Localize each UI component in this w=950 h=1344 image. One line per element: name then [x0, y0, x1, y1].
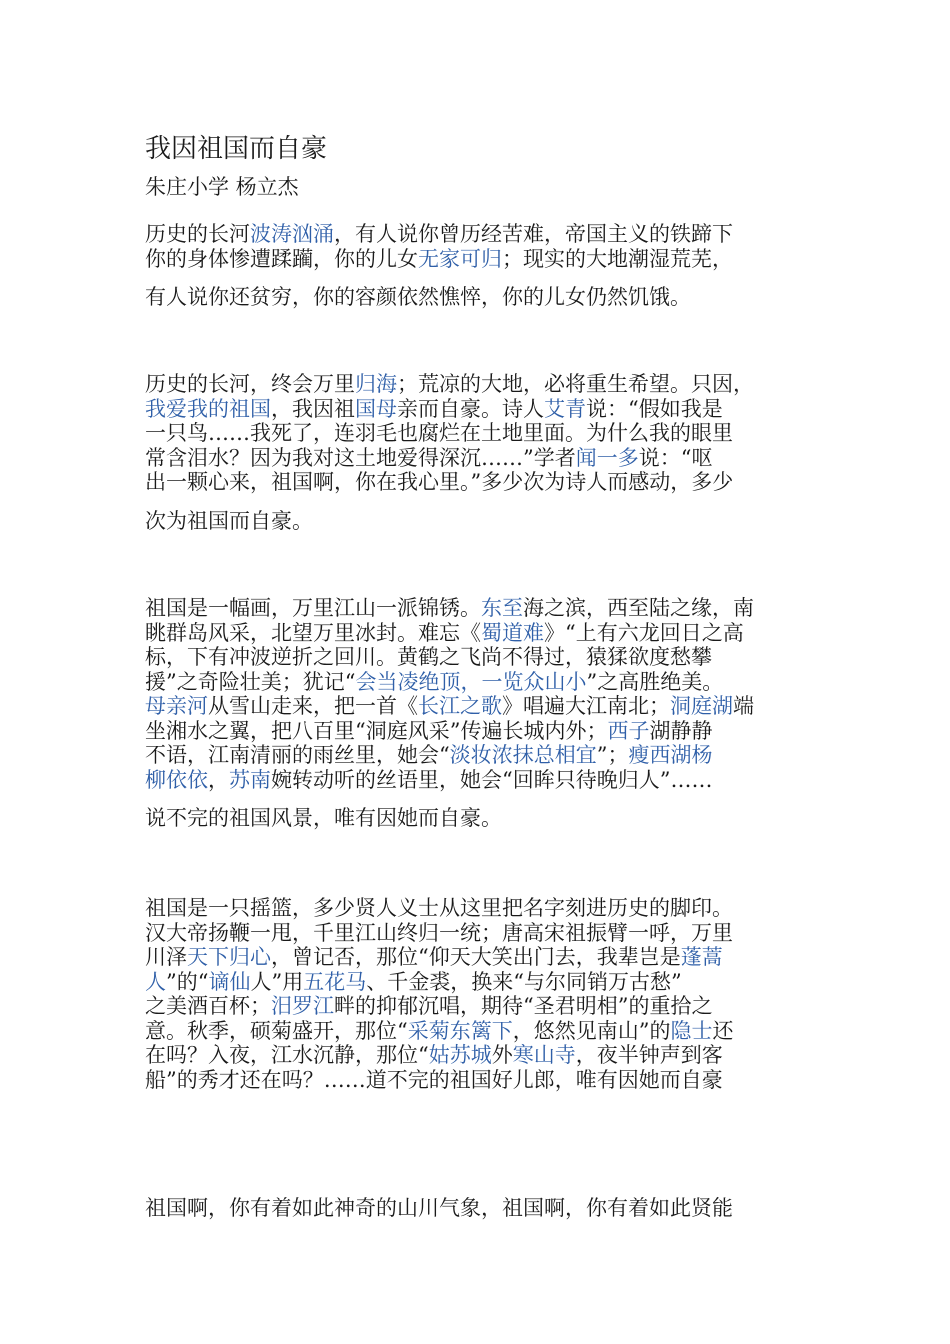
inline-link[interactable]: 苏南 — [229, 767, 271, 792]
text-run: 川泽 — [145, 945, 187, 969]
text-run: 畔的抑郁沉唱，期待“圣君明相”的重拾之 — [334, 994, 713, 1018]
text-run: 说：“假如我是 — [586, 396, 723, 421]
text-run: ， — [208, 767, 229, 792]
inline-link[interactable]: 母亲河 — [145, 694, 208, 718]
inline-link[interactable]: 隐士 — [670, 1018, 713, 1043]
inline-link[interactable]: 寒山寺 — [512, 1043, 576, 1067]
text-run: 一只鸟……我死了，连羽毛也腐烂在土地里面。为什么我的眼里 — [145, 421, 733, 445]
text-run: 坐湘水之翼，把八百里“洞庭风采”传遍长城内外； — [145, 718, 608, 743]
inline-link[interactable]: 采菊东篱下 — [407, 1018, 513, 1043]
paragraph-3 — [145, 596, 825, 831]
paragraph-line — [145, 596, 825, 621]
inline-link[interactable]: 会当凌绝顶，一览众山小 — [355, 669, 587, 694]
paragraph-line — [145, 397, 825, 422]
text-run: ，有人说你曾历经苦难，帝国主义的铁蹄下 — [334, 222, 733, 246]
text-run: 有人说你还贫穷，你的容颜依然憔悴，你的儿女仍然饥饿。 — [145, 285, 691, 309]
text-run: 海之滨，西至陆之缘，南 — [523, 596, 754, 620]
paragraph-1 — [145, 222, 825, 310]
text-run: ；荒凉的大地，必将重生希望。只因， — [397, 372, 754, 396]
text-run: 婉转动听的丝语里，她会“回眸只待晚归人”…… — [271, 767, 713, 792]
text-run: ”之高胜绝美。 — [586, 669, 724, 694]
text-run: ”； — [596, 743, 629, 767]
inline-link[interactable]: 柳依依 — [145, 767, 208, 792]
paragraph-line — [145, 372, 825, 397]
paragraph-line — [145, 1196, 825, 1221]
inline-link[interactable]: 无家可归 — [418, 246, 502, 271]
text-run: 之美酒百杯； — [145, 994, 271, 1018]
paragraph-line — [145, 446, 825, 471]
paragraph-line — [145, 509, 825, 534]
paragraph-line — [145, 421, 825, 446]
text-run: 不语，江南清丽的雨丝里，她会“ — [145, 743, 450, 767]
paragraph-line — [145, 1043, 825, 1068]
text-run: 人”用 — [250, 969, 304, 994]
text-run: 说：“呕 — [638, 445, 713, 470]
paragraph-line — [145, 921, 825, 946]
paragraph-line — [145, 621, 825, 646]
text-run: 外 — [491, 1043, 513, 1067]
paragraph-line — [145, 470, 825, 495]
inline-link[interactable]: 洞庭湖 — [670, 694, 733, 718]
text-run: 历史的长河 — [145, 222, 250, 246]
paragraph-2 — [145, 372, 825, 533]
paragraph-line — [145, 768, 825, 793]
paragraph-line — [145, 743, 825, 768]
paragraph-line — [145, 1019, 825, 1044]
inline-link[interactable]: 蓬蒿 — [680, 945, 723, 969]
paragraph-line — [145, 222, 825, 247]
paragraph-line — [145, 694, 825, 719]
inline-link[interactable]: 波涛汹涌 — [250, 222, 334, 246]
text-run: ；现实的大地潮湿荒芜， — [502, 246, 733, 271]
text-run: 你的身体惨遭蹂躏，你的儿女 — [145, 246, 418, 271]
text-run: 端 — [733, 694, 754, 718]
paragraph-line — [145, 719, 825, 744]
text-run: 常含泪水？因为我对这土地爱得深沉……”学者 — [145, 445, 576, 470]
inline-link[interactable]: 淡妆浓抹总相宜 — [449, 743, 597, 767]
inline-link[interactable]: 东至 — [481, 596, 523, 620]
text-run: 船”的秀才还在吗？……道不完的祖国好儿郎，唯有因她而自豪 — [145, 1067, 723, 1092]
paragraph-line — [145, 1068, 825, 1093]
document-author: 朱庄小学 杨立杰 — [145, 175, 299, 199]
text-run: 亲而自豪。诗人 — [397, 396, 544, 421]
paragraph-line — [145, 645, 825, 670]
text-run: 祖国啊，你有着如此神奇的山川气象，祖国啊，你有着如此贤能 — [145, 1196, 733, 1220]
inline-link[interactable]: 闻一多 — [575, 445, 639, 470]
text-run: 援”之奇险壮美；犹记“ — [145, 669, 356, 694]
paragraph-4 — [145, 896, 825, 1092]
text-run: 祖国是一只摇篮，多少贤人义士从这里把名字刻进历史的脚印。 — [145, 896, 733, 920]
inline-link[interactable]: 人 — [145, 969, 166, 994]
text-run: 眺群岛风采，北望万里冰封。难忘《 — [145, 620, 481, 645]
text-run: ，悠然见南山”的 — [512, 1018, 671, 1043]
inline-link[interactable]: 归海 — [355, 372, 397, 396]
text-run: 次为祖国而自豪。 — [145, 508, 313, 533]
inline-link[interactable]: 汨罗江 — [271, 994, 334, 1018]
inline-link[interactable]: 艾青 — [544, 396, 586, 421]
inline-link[interactable]: 蜀道难 — [481, 620, 544, 645]
text-run: ，夜半钟声到客 — [575, 1043, 723, 1067]
paragraph-line — [145, 285, 825, 310]
inline-link[interactable]: 瘦西湖杨 — [628, 743, 713, 767]
paragraph-line — [145, 896, 825, 921]
text-run: 出一颗心来，祖国啊，你在我心里。”多少次为诗人而感动，多少 — [145, 470, 734, 494]
inline-link[interactable]: 天下归心 — [187, 945, 271, 969]
text-run: ”的“ — [166, 969, 209, 994]
text-run: 从雪山走来，把一首《 — [208, 694, 418, 718]
text-run: 历史的长河，终会万里 — [145, 372, 355, 396]
paragraph-line — [145, 970, 825, 995]
paragraph-line — [145, 806, 825, 831]
inline-link[interactable]: 姑苏城 — [428, 1043, 492, 1067]
inline-link[interactable]: 国母 — [355, 396, 397, 421]
inline-link[interactable]: 长江之歌 — [418, 694, 502, 718]
inline-link[interactable]: 西子 — [607, 718, 650, 743]
paragraph-line — [145, 247, 825, 272]
text-run: ，我因祖 — [271, 396, 355, 421]
document-title: 我因祖国而自豪 — [145, 134, 328, 164]
text-run: 标，下有冲波逆折之回川。黄鹤之飞尚不得过，猿猱欲度愁攀 — [145, 645, 712, 669]
text-run: 在吗？入夜，江水沉静，那位“ — [145, 1043, 429, 1067]
inline-link[interactable]: 五花马 — [303, 969, 367, 994]
text-run: 还 — [712, 1018, 734, 1043]
text-run: 、千金裘，换来“与尔同销万古愁” — [366, 969, 682, 994]
inline-link[interactable]: 谪仙 — [208, 969, 251, 994]
paragraph-5 — [145, 1196, 825, 1221]
text-run: 》唱遍大江南北； — [502, 694, 670, 718]
inline-link[interactable]: 我爱我的祖国 — [145, 396, 271, 421]
paragraph-line — [145, 670, 825, 695]
text-run: 祖国是一幅画，万里江山一派锦锈。 — [145, 596, 481, 620]
text-run: ，曾记否，那位“仰天大笑出门去，我辈岂是 — [271, 945, 681, 969]
text-run: 说不完的祖国风景，唯有因她而自豪。 — [145, 806, 502, 830]
text-run: 》“上有六龙回日之高 — [544, 620, 744, 645]
text-run: 湖静静 — [649, 718, 713, 743]
paragraph-line — [145, 945, 825, 970]
paragraph-line — [145, 994, 825, 1019]
text-run: 汉大帝扬鞭一甩，千里江山终归一统；唐高宋祖振臂一呼，万里 — [145, 920, 733, 945]
text-run: 意。秋季，硕菊盛开，那位“ — [145, 1018, 408, 1043]
